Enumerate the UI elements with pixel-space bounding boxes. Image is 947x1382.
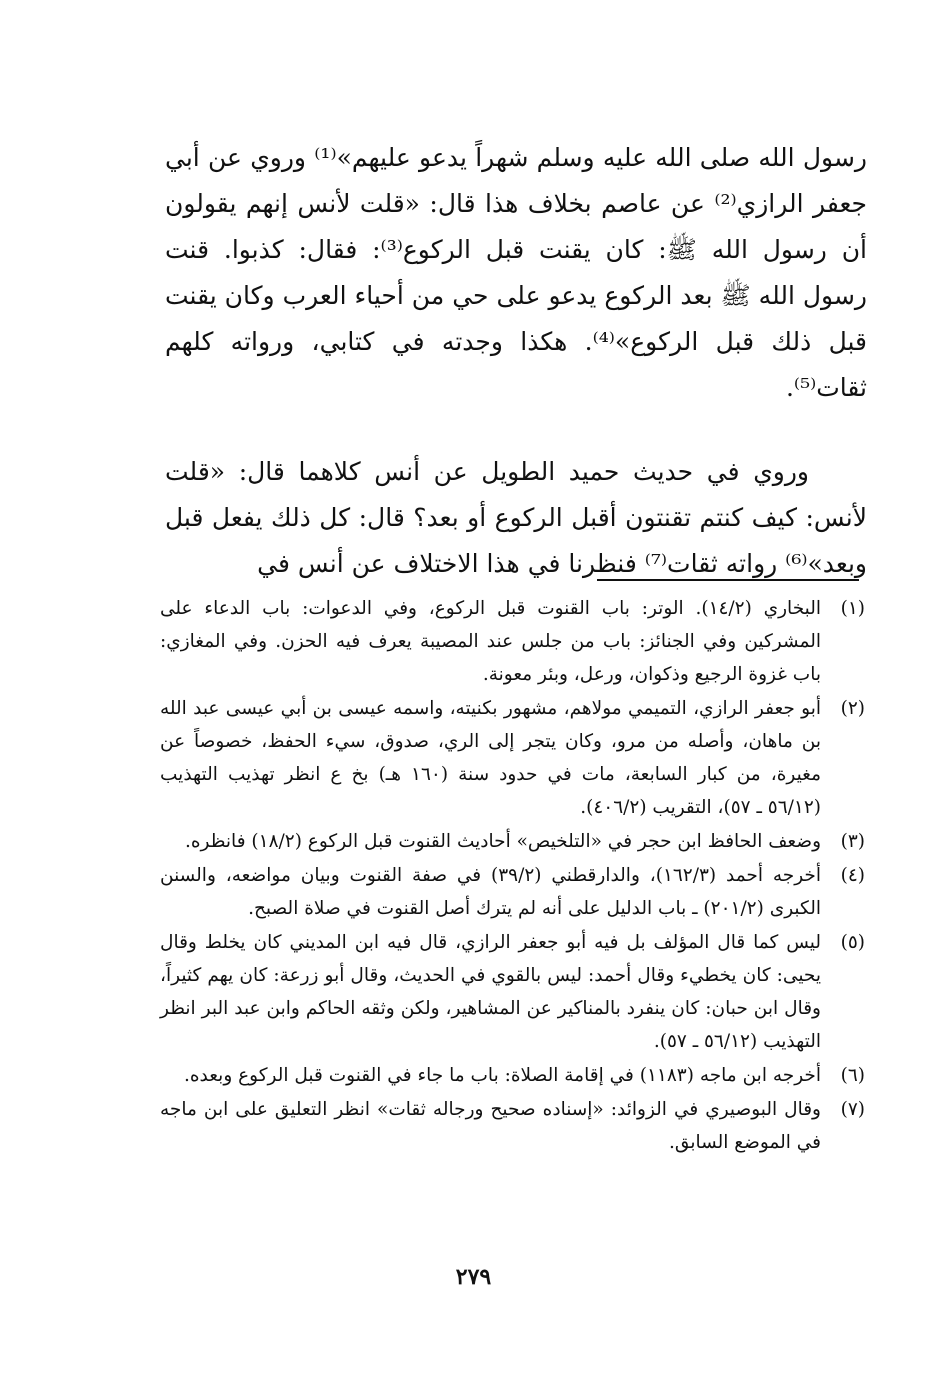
- footnote-text: وقال البوصيري في الزوائد: «إسناده صحيح ورجاله ثقات» انظر التعليق على ابن ماجه في الموضع السابق.: [160, 1099, 821, 1153]
- footnote-number: (٧): [840, 1099, 865, 1120]
- footnote-7: [160, 1093, 865, 1159]
- footnote-text: أخرجه أحمد (١٦٢/٣)، والدارقطني (٣٩/٢) في صفة القنوت وبيان مواضعه، والسنن الكبرى (٢٠١/٢) ـ باب الدليل على أنه لم يترك أصل القنوت في صلاة الصبح.: [160, 865, 821, 919]
- footnote-number: (٤): [840, 865, 865, 886]
- footnote-number: (٦): [840, 1065, 865, 1086]
- footnote-number: (٣): [840, 831, 865, 852]
- page-number: ٢٧٩: [455, 1264, 492, 1290]
- footnote-number: (٥): [840, 932, 865, 953]
- footnote-1: [160, 592, 865, 691]
- footnote-text: وضعف الحافظ ابن حجر في «التلخيص» أحاديث القنوت قبل الركوع (١٨/٢) فانظره.: [184, 831, 821, 852]
- footnote-separator: [597, 579, 859, 581]
- footnote-text: أبو جعفر الرازي، التميمي مولاهم، مشهور بكنيته، واسمه عيسى بن أبي عيسى عبد الله بن ماهان، وأصله من مرو، وكان يتجر إلى الري، صدوق، سيء الحفظ، خصوصاً عن مغيرة، من كبار السابعة، مات في حدود سنة (١٦٠ هـ) بخ ع انظر تهذيب التهذيب (٥٦/١٢ ـ ٥٧)، التقريب (٤٠٦/٢).: [160, 698, 822, 818]
- footnote-3: [160, 825, 865, 858]
- footnote-text: ليس كما قال المؤلف بل فيه أبو جعفر الرازي، قال فيه ابن المديني كان يخلط وقال يحيى: كان يخطيء وقال أحمد: ليس بالقوي في الحديث، وقال أبو زرعة: كان يهم كثيراً، وقال ابن حبان: كان ينفرد بالمناكير عن المشاهير، ولكن وثقه الحاكم وابن عبد البر انظر التهذيب (٥٦/١٢ ـ ٥٧).: [160, 932, 821, 1052]
- footnotes: [160, 592, 865, 1160]
- main-paragraph-2: وروي في حديث حميد الطويل عن أنس كلاهما قال: «قلت لأنس: كيف كنتم تقنتون أقبل الركوع أو بعد؟ قال: كل ذلك يفعل قبل وبعد»⁽⁶⁾ رواته ثقات⁽⁷⁾ فنظرنا في هذا الاختلاف عن أنس في: [165, 457, 867, 578]
- footnote-6: [160, 1059, 865, 1092]
- footnote-2: [160, 692, 865, 824]
- footnote-4: [160, 859, 865, 925]
- footnote-text: البخاري (١٤/٢). الوتر: باب القنوت قبل الركوع، وفي الدعوات: باب الدعاء على المشركين وفي الجنائز: باب من جلس عند المصيبة يعرف فيه الحزن. وفي المغازي: باب غزوة الرجيع وذكوان، ورعل، وبئر معونة.: [160, 598, 821, 685]
- footnote-text: أخرجه ابن ماجه (١١٨٣) في إقامة الصلاة: باب ما جاء في القنوت قبل الركوع وبعده.: [183, 1065, 821, 1086]
- footnote-number: (١): [840, 598, 865, 619]
- main-paragraph-1: رسول الله صلى الله عليه وسلم شهراً يدعو عليهم»⁽¹⁾ وروي عن أبي جعفر الرازي⁽²⁾ عن عاصم بخلاف هذا قال: «قلت لأنس إنهم يقولون أن رسول الله ﷺ: كان يقنت قبل الركوع⁽³⁾: فقال: كذبوا. قنت رسول الله ﷺ بعد الركوع يدعو على حي من أحياء العرب وكان يقنت قبل ذلك قبل الركوع»⁽⁴⁾. هكذا وجدته في كتابي، ورواته كلهم ثقات⁽⁵⁾.: [165, 143, 868, 402]
- footnote-5: [160, 926, 865, 1058]
- footnote-number: (٢): [840, 698, 865, 719]
